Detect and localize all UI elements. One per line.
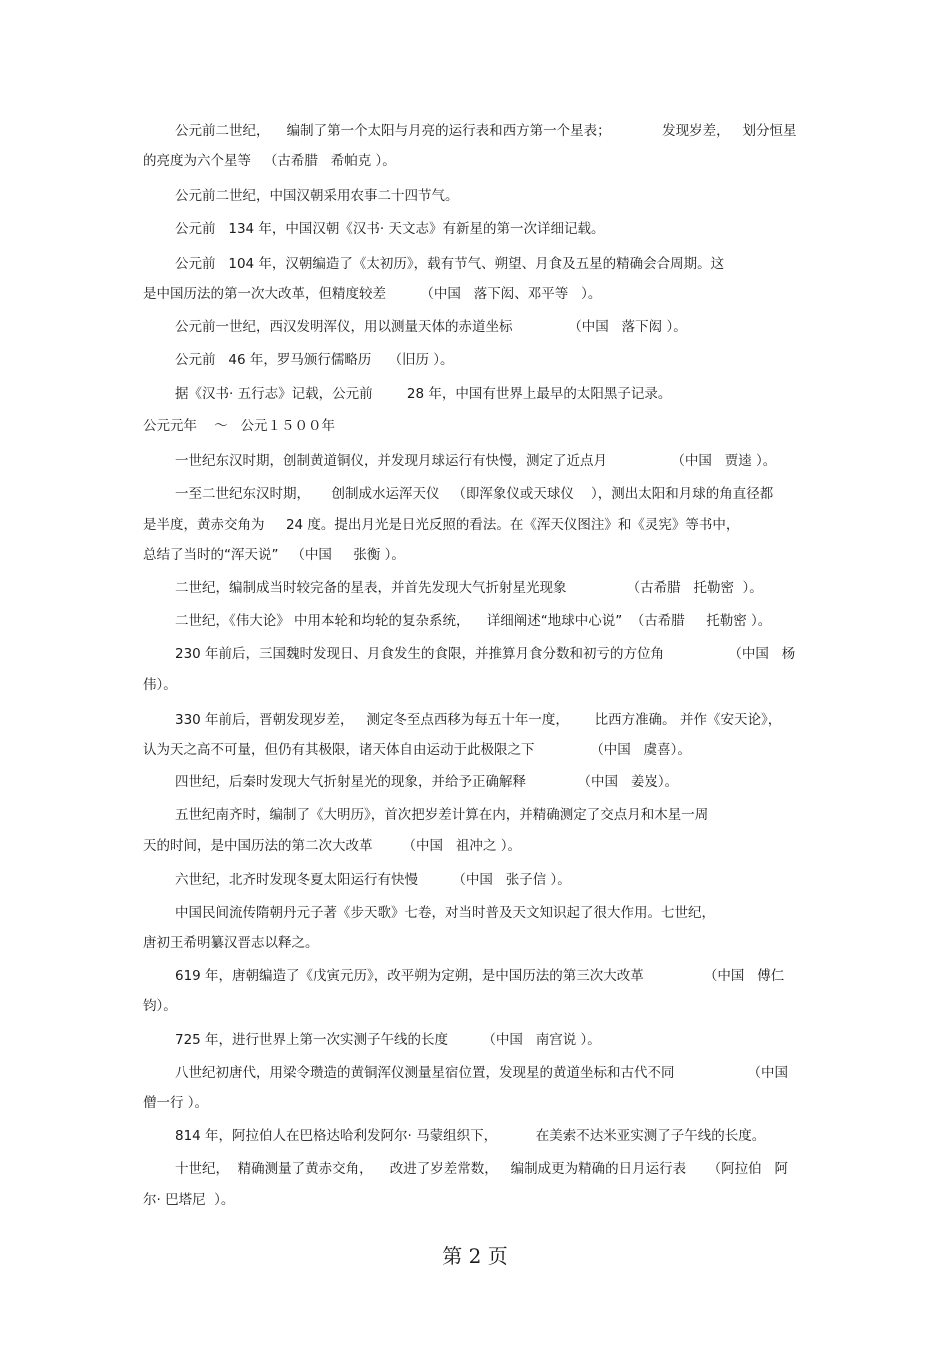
section-heading: 公元元年 ～ 公元１５００年 [143,418,336,434]
text-line: 六世纪，北齐时发现冬夏太阳运行有快慢 （中国 张子信 ）。 [175,872,571,888]
text-line: 公元前 134 年，中国汉朝《汉书· 天文志》有新星的第一次详细记载。 [175,221,605,237]
text-line: 230 年前后，三国魏时发现日、月食发生的食限，并推算月食分数和初亏的方位角 （中国 杨 [175,646,796,662]
text-line: 四世纪，后秦时发现大气折射星光的现象，并给予正确解释 （中国 姜岌）。 [175,774,679,790]
text-line: 一至二世纪东汉时期， 创制成水运浑天仪 （即浑象仪或天球仪 ），测出太阳和月球的角直径都 [175,486,774,502]
text-line: 二世纪，编制成当时较完备的星表，并首先发现大气折射星光现象 （古希腊 托勒密 ）。 [175,580,763,596]
text-line: 钧）。 [143,998,177,1014]
text-line: 天的时间，是中国历法的第二次大改革 （中国 祖冲之 ）。 [143,838,521,854]
text-line: 公元前二世纪，中国汉朝采用农事二十四节气。 [175,188,459,204]
text-line: 僧一行 ）。 [143,1095,209,1111]
text-line: 是半度，黄赤交角为 24 度。提出月光是日光反照的看法。在《浑天仪图注》和《灵宪》等书中， [143,517,740,533]
text-line: 一世纪东汉时期，创制黄道铜仪，并发现月球运行有快慢，测定了近点月 （中国 贾逵 ）。 [175,453,777,469]
text-line: 814 年，阿拉伯人在巴格达哈利发阿尔· 马蒙组织下， 在美索不达米亚实测了子午线的长度。 [175,1128,766,1144]
text-line: 八世纪初唐代，用梁令瓒造的黄铜浑仪测量星宿位置，发现星的黄道坐标和古代不同 （中国 [175,1065,788,1081]
text-line: 十世纪， 精确测量了黄赤交角， 改进了岁差常数， 编制成更为精确的日月运行表 （阿拉伯 阿 [175,1161,788,1177]
text-line: 公元前 46 年，罗马颁行儒略历 （旧历 ）。 [175,352,454,368]
text-line: 中国民间流传隋朝丹元子著《步天歌》七卷，对当时普及天文知识起了很大作用。七世纪， [175,905,715,921]
text-line: 尔· 巴塔尼 ）。 [143,1192,235,1208]
text-line: 725 年，进行世界上第一次实测子午线的长度 （中国 南宫说 ）。 [175,1032,601,1048]
text-line: 公元前一世纪，西汉发明浑仪，用以测量天体的赤道坐标 （中国 落下闳 ）。 [175,319,687,335]
page-number: 第 2 页 [442,1244,508,1268]
text-line: 唐初王希明纂汉晋志以释之。 [143,935,319,951]
text-line: 总结了当时的“浑天说” （中国 张衡 ）。 [143,547,405,563]
text-line: 伟）。 [143,677,177,693]
text-line: 据《汉书· 五行志》记载，公元前 28 年，中国有世界上最早的太阳黑子记录。 [175,386,672,402]
text-line: 二世纪，《伟大论》 中用本轮和均轮的复杂系统， 详细阐述“地球中心说” （古希腊 托勒密 ）。 [175,613,772,629]
text-line: 619 年，唐朝编造了《戊寅元历》，改平朔为定朔，是中国历法的第三次大改革 （中国 傅仁 [175,968,785,984]
text-line: 公元前 104 年，汉朝编造了《太初历》，载有节气、朔望、月食及五星的精确会合周期。这 [175,256,725,272]
text-line: 公元前二世纪， 编制了第一个太阳与月亮的运行表和西方第一个星表； 发现岁差， 划分恒星 [175,123,797,139]
text-line: 的亮度为六个星等 （古希腊 希帕克 ）。 [143,153,396,169]
text-line: 认为天之高不可量，但仍有其极限，诸天体自由运动于此极限之下 （中国 虞喜）。 [143,742,691,758]
text-line: 330 年前后，晋朝发现岁差， 测定冬至点西移为每五十年一度， 比西方准确。 并作《安天论》， [175,712,782,728]
text-line: 是中国历法的第一次大改革，但精度较差 （中国 落下闳、邓平等 ）。 [143,286,602,302]
text-line: 五世纪南齐时，编制了《大明历》，首次把岁差计算在内，并精确测定了交点月和木星一周 [175,807,709,823]
